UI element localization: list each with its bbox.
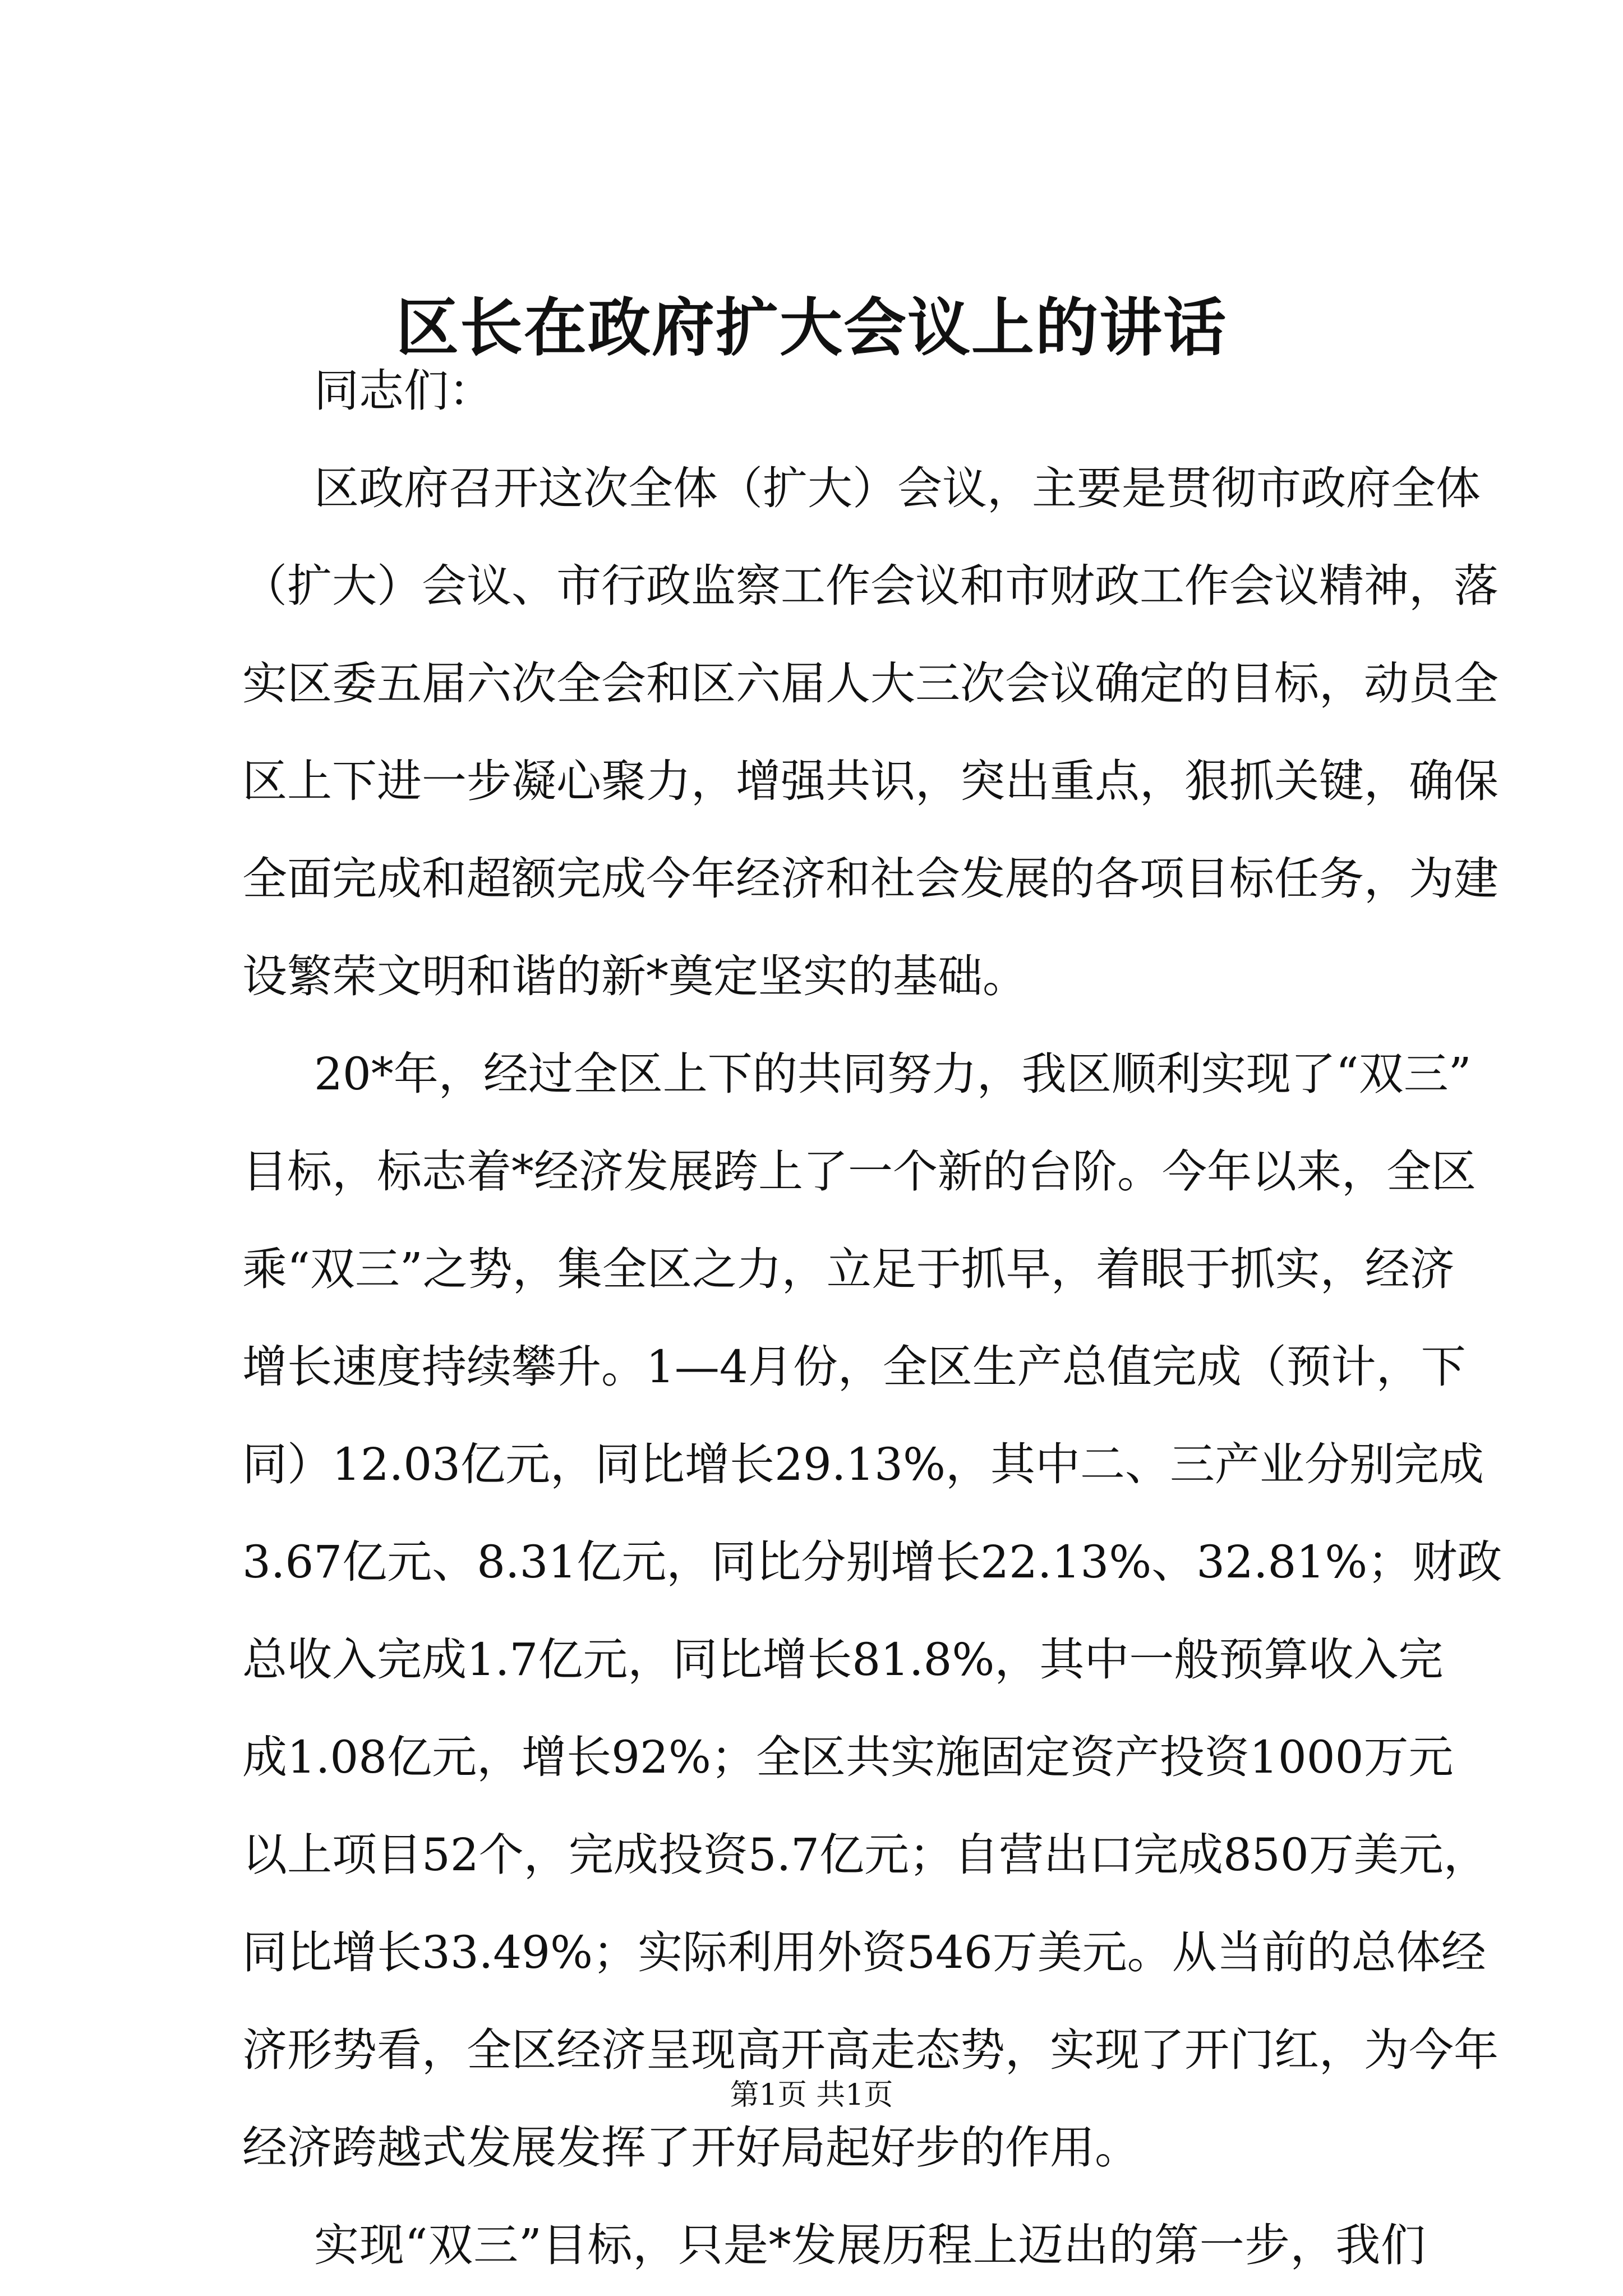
paragraph-line: 总收入完成1.7亿元，同比增长81.8%，其中一般预算收入完 [242, 1634, 1444, 1686]
paragraph-line: 同比增长33.49%；实际利用外资546万美元。从当前的总体经 [242, 1926, 1486, 1978]
paragraph-line: 成1.08亿元，增长92%；全区共实施固定资产投资1000万元 [242, 1731, 1454, 1783]
paragraph-line: 同）12.03亿元，同比增长29.13%，其中二、三产业分别完成 [242, 1438, 1484, 1490]
paragraph-line: 济形势看，全区经济呈现高开高走态势，实现了开门红，为今年 [242, 2024, 1498, 2076]
page-footer: 第1页 共1页 [730, 2078, 893, 2112]
paragraph-line: 区上下进一步凝心聚力，增强共识，突出重点，狠抓关键，确保 [242, 755, 1498, 807]
paragraph-line: 20*年，经过全区上下的共同努力，我区顺利实现了“双三” [314, 1048, 1472, 1100]
paragraph [242, 440, 1498, 1025]
paragraph [242, 2197, 1426, 2294]
paragraph-line: 实现“双三”目标，只是*发展历程上迈出的第一步，我们 [314, 2219, 1426, 2271]
paragraph-line: 全面完成和超额完成今年经济和社会发展的各项目标任务，为建 [242, 853, 1498, 905]
document-title: 区长在政府扩大会议上的讲话 [396, 291, 1227, 365]
paragraph-line: 3.67亿元、8.31亿元，同比分别增长22.13%、32.81%；财政 [242, 1536, 1502, 1588]
paragraph-line: 设繁荣文明和谐的新*奠定坚实的基础。 [242, 950, 1027, 1002]
paragraph-line: 实区委五届六次全会和区六届人大三次会议确定的目标，动员全 [242, 657, 1498, 710]
paragraph-line: 经济跨越式发展发挥了开好局起好步的作用。 [242, 2122, 1140, 2174]
paragraph-line: 目标，标志着*经济发展跨上了一个新的台阶。今年以来，全区 [242, 1145, 1476, 1198]
document-body [242, 342, 1502, 2294]
paragraph-line: （扩大）会议、市行政监察工作会议和市财政工作会议精神，落 [242, 560, 1498, 612]
paragraph-line: 区政府召开这次全体（扩大）会议，主要是贯彻市政府全体 [314, 462, 1481, 514]
paragraph-line: 乘“双三”之势，集全区之力，立足于抓早，着眼于抓实，经济 [242, 1243, 1455, 1295]
paragraph [242, 1025, 1502, 2197]
paragraph-line: 增长速度持续攀升。1—4月份，全区生产总值完成（预计，下 [242, 1341, 1466, 1393]
paragraph-line: 以上项目52个，完成投资5.7亿元；自营出口完成850万美元， [242, 1829, 1488, 1881]
salutation: 同志们： [314, 365, 494, 417]
